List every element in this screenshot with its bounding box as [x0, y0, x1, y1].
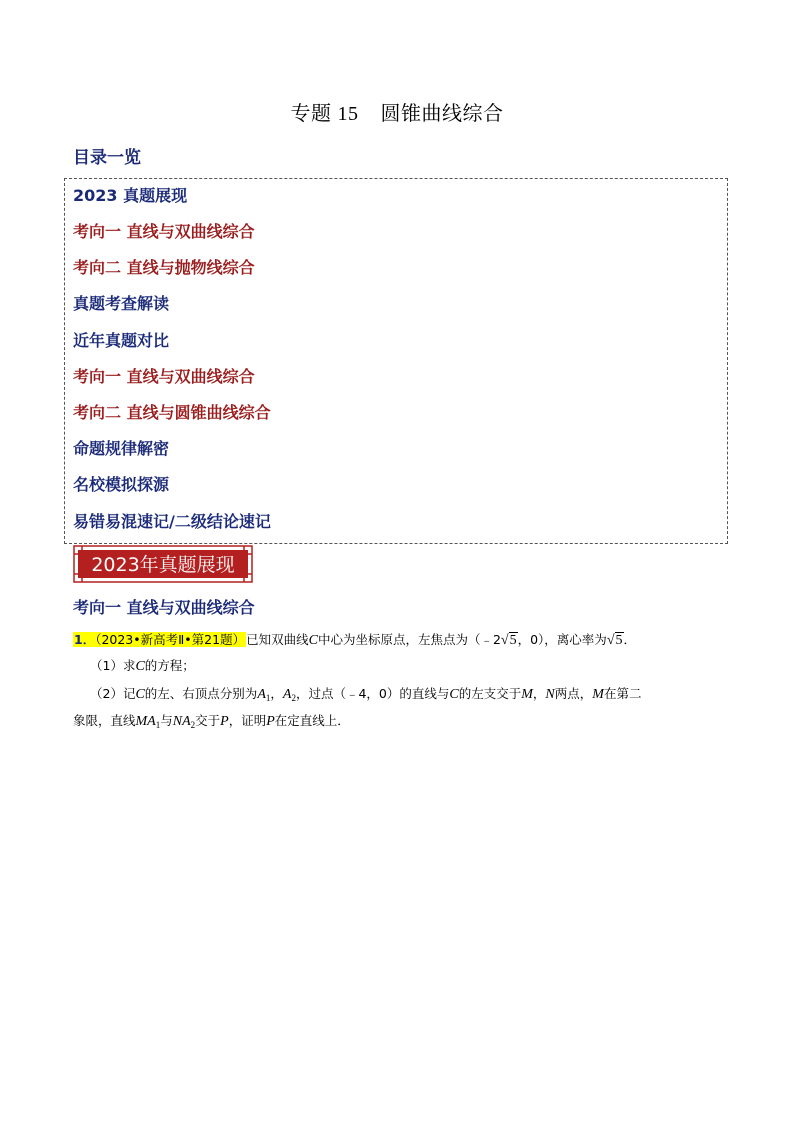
- toc-item-2[interactable]: 考向一 直线与双曲线综合: [73, 222, 255, 241]
- toc-item-4[interactable]: 真题考查解读: [73, 294, 170, 313]
- title-name: 圆锥曲线综合: [380, 101, 504, 125]
- question-part-2-line-2: [73, 712, 350, 734]
- part2-text-e: 两点，: [554, 686, 593, 701]
- toc-item-3[interactable]: 考向二 直线与抛物线综合: [73, 258, 255, 277]
- part2-text-j: ，证明: [228, 713, 267, 728]
- toc-heading: 目录一览: [73, 148, 141, 168]
- toc-item-8[interactable]: 命题规律解密: [73, 439, 170, 458]
- stem-text-b: 中心为坐标原点，左焦点为（﹣2: [317, 632, 501, 647]
- var-c: C: [135, 687, 145, 702]
- var-c: C: [449, 687, 459, 702]
- toc-box: [64, 178, 728, 544]
- var-a: A: [257, 687, 266, 702]
- question-part-2-line-1: （2）记C的左、右顶点分别为$A_1$，$A_2$，过点（﹣4，0）的直线与C的左支交于M，N两点，M在第二: [90, 686, 642, 703]
- var-n: N: [545, 687, 555, 702]
- title-number: 15: [337, 103, 359, 125]
- part2-text-g: 象限，直线: [73, 713, 136, 728]
- sqrt-icon: √5: [500, 633, 517, 648]
- stem-text-c: ，0），离心率为: [517, 632, 607, 647]
- sqrt-radicand: 5: [509, 633, 517, 648]
- banner-2023: [73, 545, 253, 583]
- banner-text: 2023年真题展现: [91, 554, 235, 576]
- sqrt-icon: √5: [606, 633, 623, 648]
- var-m: M: [521, 687, 533, 702]
- toc-item-10[interactable]: 易错易混速记/二级结论速记: [73, 512, 271, 531]
- sqrt-radicand: 5: [615, 633, 623, 648]
- part2-text-k: 在定直线上．: [274, 713, 350, 728]
- var-c: C: [308, 633, 318, 648]
- question-line-1: [73, 631, 636, 650]
- part1-prefix: （1）求: [90, 658, 136, 673]
- part1-suffix: 的方程；: [144, 658, 195, 673]
- subscript-1: 1: [155, 720, 161, 730]
- question-part-1: [90, 657, 195, 676]
- part2-text-h: 与: [160, 713, 173, 728]
- part2-text-i: 交于: [195, 713, 221, 728]
- subscript-2: 2: [291, 693, 296, 703]
- part2-text-d: 的左支交于: [458, 686, 522, 701]
- toc-item-5[interactable]: 近年真题对比: [73, 331, 170, 350]
- stem-end: ．: [623, 632, 637, 647]
- var-ma: MA: [135, 714, 156, 729]
- subscript-2: 2: [190, 720, 196, 730]
- var-c: C: [135, 659, 145, 674]
- toc-item-7[interactable]: 考向二 直线与圆锥曲线综合: [73, 403, 271, 422]
- var-a: A: [282, 687, 292, 702]
- stem-text-a: 已知双曲线: [246, 632, 309, 647]
- part2-text-b: 的左、右顶点分别为: [144, 686, 258, 701]
- part2-text-f: 在第二: [603, 686, 642, 701]
- section-heading: 考向一 直线与双曲线综合: [73, 598, 255, 617]
- part2-text-a: （2）记: [90, 686, 136, 701]
- part2-text-c: ，过点（﹣4，0）的直线与: [295, 686, 450, 701]
- title-prefix: 专题: [290, 101, 332, 125]
- question-source: （2023•新高考Ⅱ•第21题）: [95, 632, 246, 647]
- var-m: M: [592, 687, 604, 702]
- toc-item-1[interactable]: 2023 真题展现: [73, 186, 188, 205]
- toc-item-9[interactable]: 名校模拟探源: [73, 475, 170, 494]
- page-title: [0, 97, 794, 126]
- question-number-highlight: [73, 632, 246, 647]
- toc-item-6[interactable]: 考向一 直线与双曲线综合: [73, 367, 255, 386]
- subscript-1: 1: [265, 693, 271, 703]
- var-na: NA: [172, 714, 191, 729]
- var-p: P: [266, 714, 275, 729]
- question-number: 1．: [74, 632, 96, 647]
- var-p: P: [220, 714, 229, 729]
